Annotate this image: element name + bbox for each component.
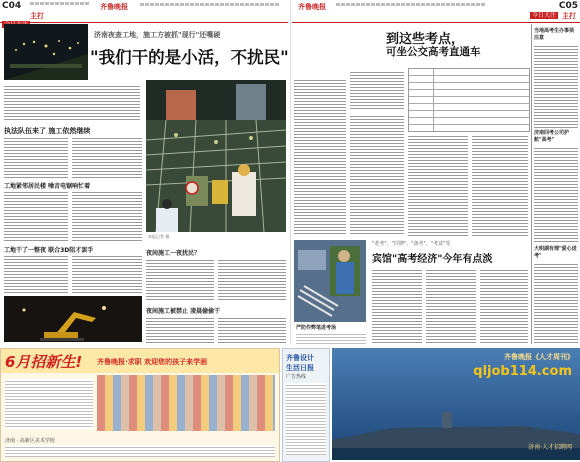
- feature-headline: 宾馆"高考经济"今年有点淡: [372, 254, 493, 265]
- left-col2-text-c: [72, 254, 142, 294]
- ad-right-brand: 齐鲁晚报《人才周刊》: [504, 353, 574, 361]
- night-construction-photo: [4, 24, 88, 80]
- ad-left-children-photo: [97, 375, 275, 431]
- left-mid-text-a: [146, 258, 214, 302]
- ad-left-big-text: 6月招新生!: [5, 353, 83, 371]
- left-subhead-3: 工地干了一整夜 联合3D阻才罢手: [4, 247, 94, 254]
- right-section-title: 主打: [562, 12, 576, 20]
- side-text-3: [534, 262, 578, 344]
- center-masthead: 齐鲁晚报: [298, 2, 326, 11]
- side-head-2: 济南回考公司护航"高考": [534, 130, 570, 143]
- right-col3-text: [408, 134, 468, 236]
- ad-center-line3: 广告热线: [286, 374, 307, 380]
- ad-center-line2: 生活日报: [286, 364, 314, 372]
- right-col4-text: [472, 134, 528, 236]
- right-col2-text-b: [350, 114, 404, 236]
- left-subhead-5: 夜间施工被禁止 凌晨偷偷干: [146, 308, 221, 315]
- feature-kicker: "老考"、"挂牌"、"备考"、"考试"等: [372, 241, 451, 247]
- left-col1-text-b: [4, 190, 68, 242]
- left-subhead-1: 执法队伍来了 施工依然继续: [4, 127, 91, 135]
- left-main-headline: "我们干的是小活，不扰民": [90, 48, 289, 67]
- feature-text-c: [480, 268, 528, 344]
- exam-caption-text: [296, 332, 366, 344]
- left-kicker: 济南夜查工地，施工方被抓"现行"还嘴硬: [94, 31, 221, 39]
- left-lede: [4, 84, 140, 122]
- exam-photo-caption: 严防作弊笔进考场: [296, 325, 337, 331]
- left-col2-text-b: [72, 190, 142, 242]
- left-subhead-4: 夜间施工一夜扰民？: [146, 250, 201, 257]
- left-mid-text-d: [218, 316, 286, 344]
- side-text-2: [534, 146, 578, 244]
- left-mid-text-c: [146, 316, 214, 344]
- left-page-number: C04: [2, 1, 22, 11]
- ad-center-line1: 齐鲁设计: [286, 354, 314, 362]
- left-col1-text-a: [4, 136, 68, 178]
- feature-text-a: [372, 268, 422, 344]
- main-photo-caption: 本报记者 摄: [148, 234, 170, 239]
- left-col2-text-a: [72, 136, 142, 178]
- left-mid-text-b: [218, 258, 286, 302]
- photo-caption-text: [28, 74, 84, 79]
- bottom-ad-left[interactable]: [0, 348, 280, 462]
- workers-main-photo: [146, 80, 286, 232]
- side-text-1: [534, 44, 578, 128]
- side-head-3: 大明湖有理"爱心送考": [534, 246, 577, 259]
- ad-right-tagline: 济南·人才招聘网: [528, 444, 572, 451]
- bottom-ad-center[interactable]: [282, 348, 330, 462]
- right-headline-1: 到这些考点，: [386, 32, 465, 47]
- right-section-tag: 今日关注: [531, 12, 556, 19]
- bottom-ad-right[interactable]: [332, 348, 580, 460]
- right-page-number: C05: [558, 1, 578, 11]
- feature-text-b: [426, 268, 476, 344]
- left-subhead-2: 工地紧邻居民楼 噪音电锯响忙着: [4, 183, 91, 190]
- left-masthead: 齐鲁晚报: [100, 2, 128, 11]
- excavator-night-photo: [4, 296, 142, 342]
- ad-right-domain[interactable]: qljob114.com: [473, 364, 572, 379]
- left-col1-text-c: [4, 254, 68, 294]
- left-header: [0, 0, 288, 23]
- ad-left-brand-line: 齐鲁晚报·求职 欢迎您的孩子来学画: [97, 358, 208, 366]
- right-header: [292, 0, 580, 23]
- right-col1-text: [294, 78, 346, 236]
- ad-left-info: [5, 379, 93, 429]
- right-col2-text-a: [350, 70, 404, 110]
- left-section-title: 主打: [30, 12, 44, 20]
- ad-left-sub-line: 济南 · 高新区美术学校: [5, 438, 55, 444]
- page-gutter: [290, 0, 291, 345]
- right-headline-2: 可坐公交高考直通车: [386, 46, 481, 58]
- side-head-1: 当地高考生办事须注意: [534, 28, 575, 41]
- exam-check-photo: [294, 240, 366, 322]
- bus-route-table: [408, 68, 530, 132]
